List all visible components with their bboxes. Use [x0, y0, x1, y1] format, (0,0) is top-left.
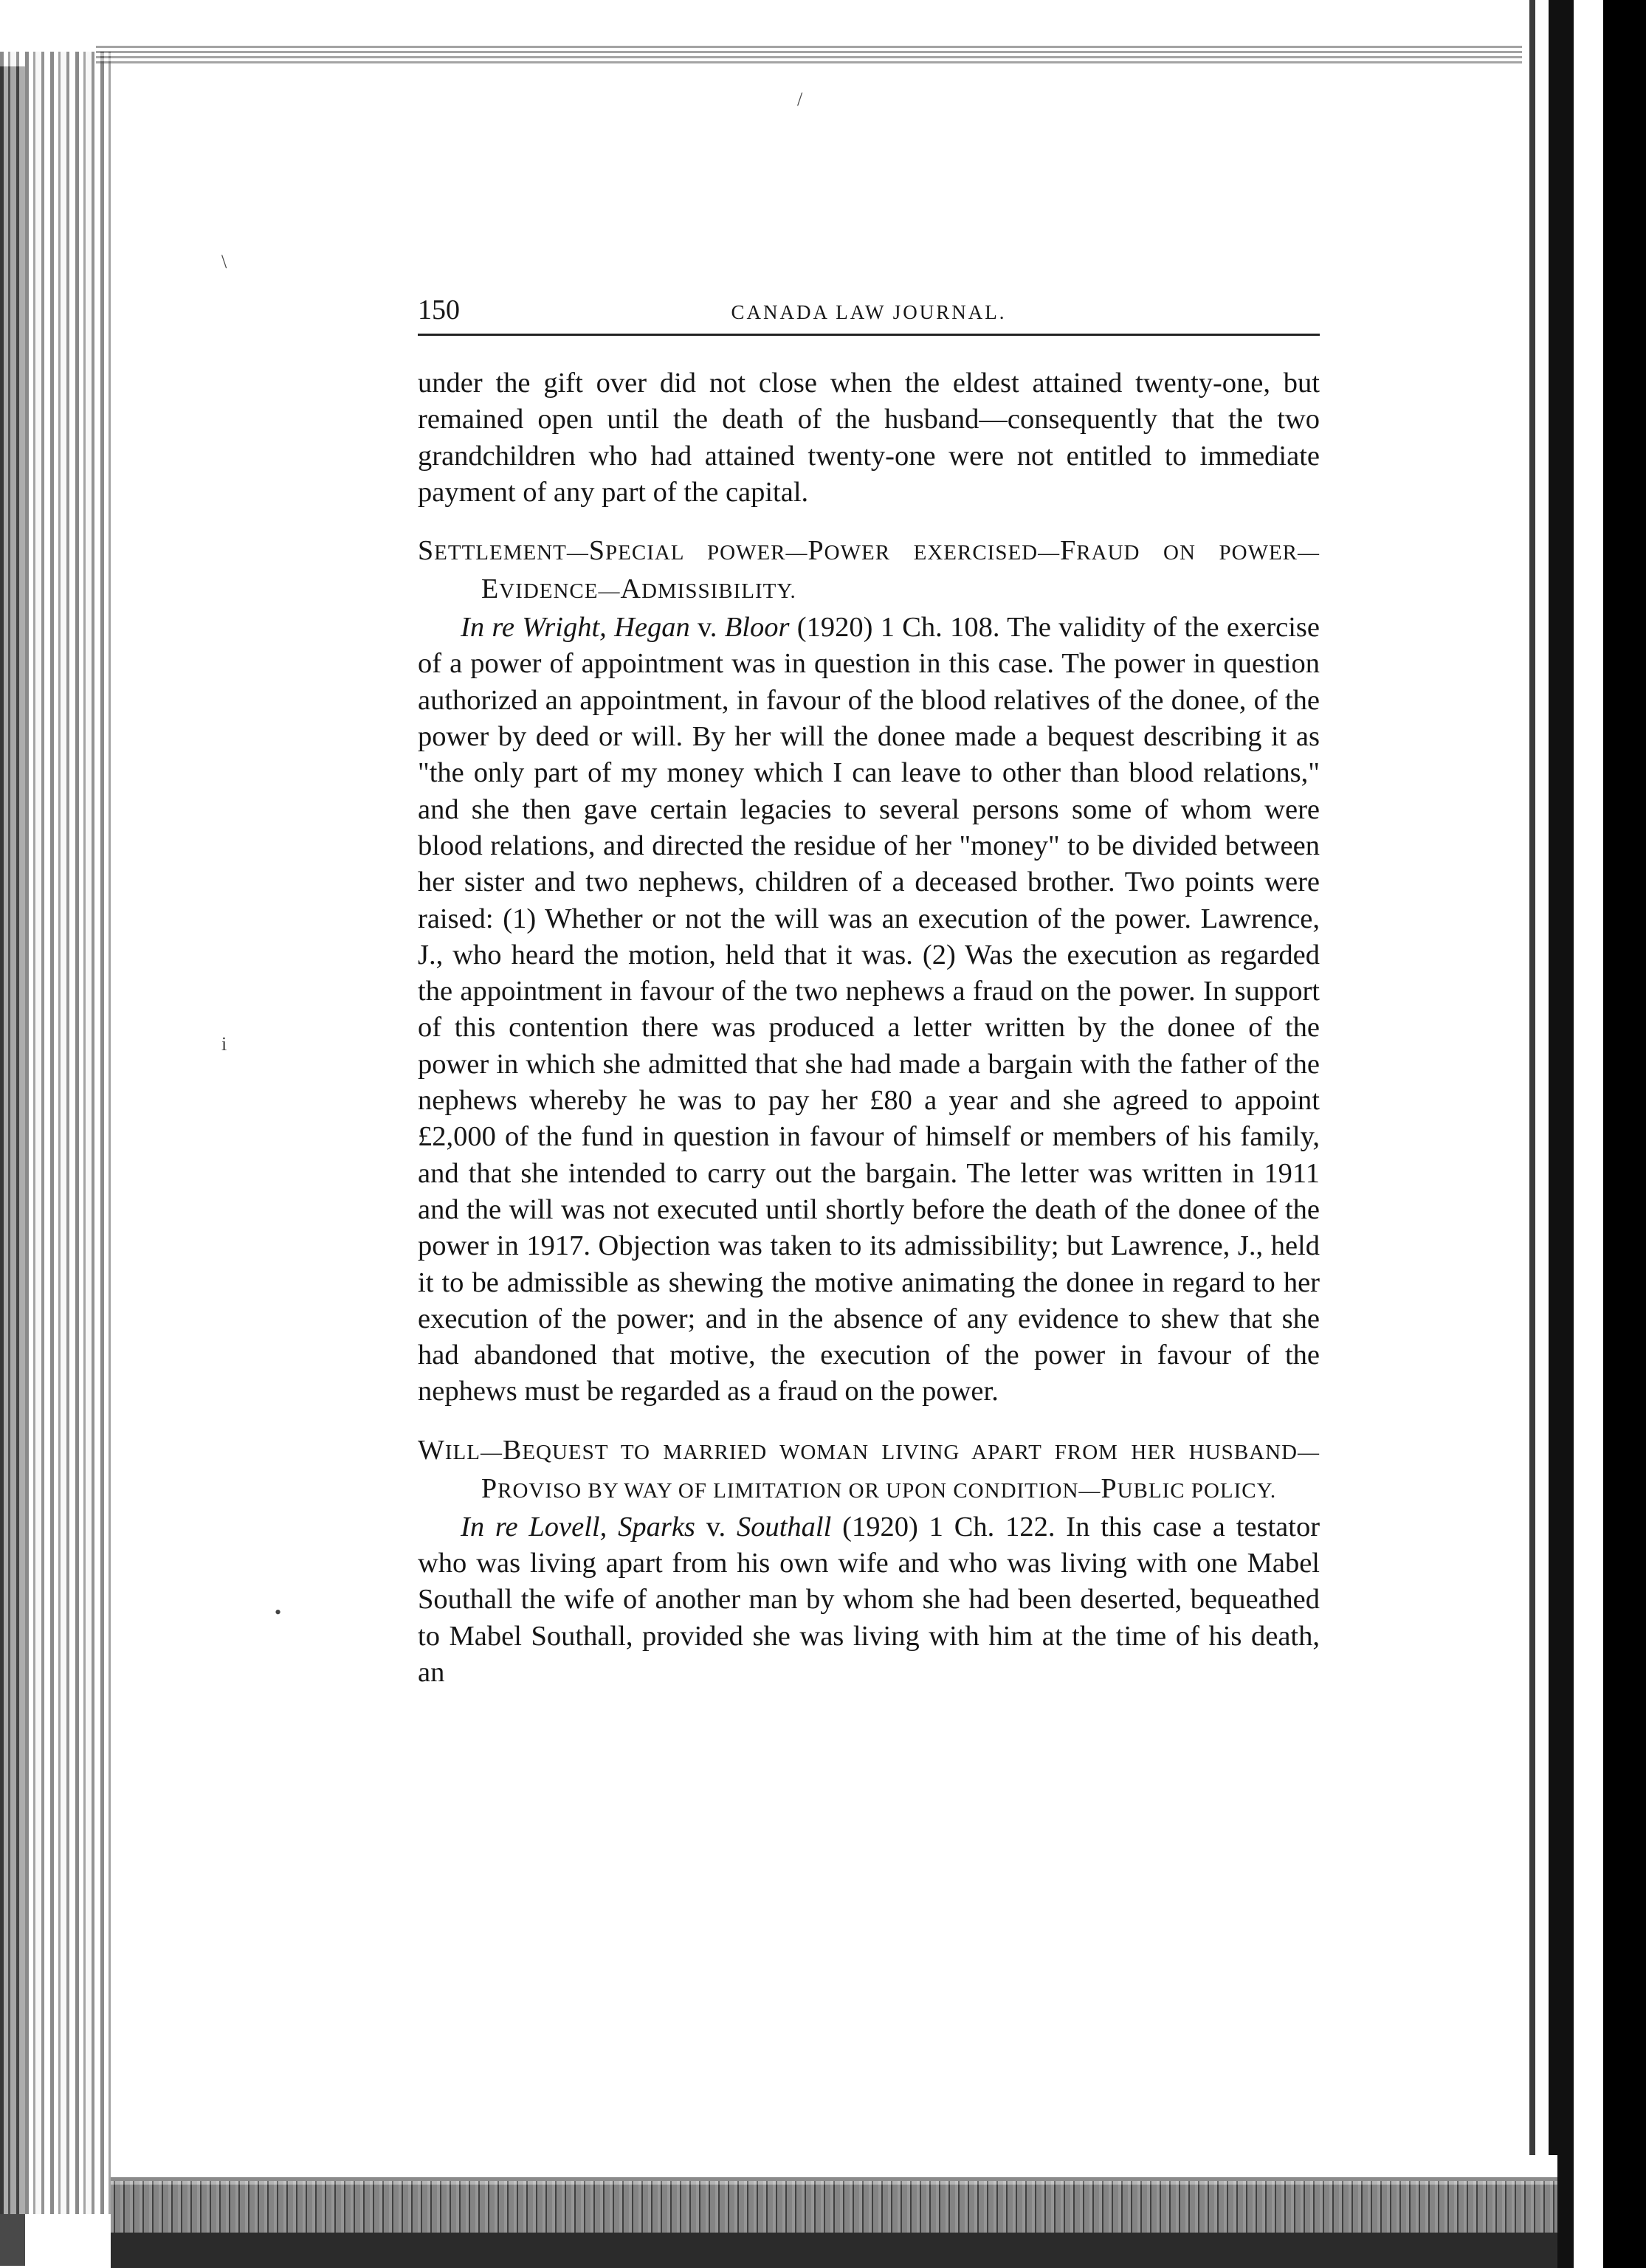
heading-initial: S [588, 535, 606, 567]
section-heading-will [418, 1433, 1320, 1509]
heading-word: PECIAL POWER— [605, 541, 808, 565]
heading-initial: A [620, 573, 641, 605]
heading-word: DMISSIBILITY. [641, 579, 796, 604]
running-head [418, 288, 1320, 336]
case-body: (1920) 1 Ch. 108. The validity of the exercise of a power of appointment was in question in this case. The power in question authorized an appointment, in favour of the blood relatives of the donee, of the power by deed or will. By her will the donee made a bequest describing it as "the only part of my money which I can leave to other than blood relations," and she then gave certain legacies to several persons some of whom were blood relations, and directed the residue of her "money" to be divided between her sister and two nephews, children of a deceased brother. Two points were raised: (1) Whether or not the will was an execution of the power. Lawrence, J., who heard the motion, held that it was. (2) Was the execution as regarded the appointment in favour of the two nephews a fraud on the power. In support of this contention there was produced a letter written by the donee of the power in which she admitted that she had made a bargain with the father of the nephews whereby he was to pay her £80 a year and she agreed to appoint £2,000 of the fund in question in favour of himself or members of his family, and that she intended to carry out the bargain. The letter was written in 1911 and the will was not executed until shortly before the death of the donee of the power in 1917. Objection was taken to its admissibility; but Lawrence, J., held it to be admissible as shewing the motive animating the donee in regard to her execution of the power; and in the absence of any evidence to shew that she had abandoned that motive, the execution of the power in favour of the nephews must be regarded as a fraud on the power. [418, 612, 1320, 1407]
heading-initial: S [418, 535, 435, 567]
paragraph-lovell-case [418, 1509, 1320, 1691]
page-content [418, 288, 1320, 1691]
scan-speck: i [221, 1033, 227, 1055]
journal-title: CANADA LAW JOURNAL. [731, 301, 1007, 323]
heading-word: UBLIC POLICY. [1117, 1478, 1277, 1503]
heading-initial: F [1060, 535, 1077, 567]
heading-initial: E [481, 573, 500, 605]
scan-left-edge [0, 52, 111, 2214]
heading-initial: P [1101, 1472, 1118, 1504]
scan-speck: / [797, 89, 803, 110]
case-party: Bloor [724, 612, 790, 644]
case-name: In re Lovell, Sparks [461, 1511, 695, 1543]
scan-top-edge [96, 44, 1535, 63]
case-v: v. [695, 1511, 737, 1543]
scan-right-edge [1522, 0, 1646, 2268]
paragraph-continuation: under the gift over did not close when the eldest attained twenty-one, but remained open until the death of the husband—consequently that the two grandchildren who had attained twenty-one were not entitled to immediate payment of any part of the capital. [418, 368, 1320, 508]
case-name: In re Wright, Hegan [461, 612, 690, 644]
paragraph-wright-case [418, 610, 1320, 1410]
heading-word: ROVISO BY WAY OF LIMITATION OR UPON CONDITION— [497, 1478, 1101, 1503]
heading-word: OWER EXERCISED— [824, 541, 1061, 565]
heading-word: ETTLEMENT— [434, 541, 589, 565]
scan-speck: \ [221, 251, 227, 272]
heading-word: ILL— [444, 1440, 503, 1464]
heading-word: VIDENCE— [499, 579, 621, 604]
case-party: Southall [736, 1511, 832, 1543]
heading-initial: W [418, 1434, 445, 1466]
heading-initial: P [807, 535, 824, 567]
scan-bottom-noise [111, 2181, 1557, 2233]
case-v: v. [689, 612, 725, 644]
page-number: 150 [418, 294, 460, 325]
heading-word: RAUD ON POWER— [1076, 541, 1320, 565]
heading-initial: B [502, 1434, 523, 1466]
heading-word: EQUEST TO MARRIED WOMAN LIVING APART FROM HER HUSBAND— [522, 1440, 1320, 1464]
heading-initial: P [481, 1472, 498, 1504]
section-heading-settlement [418, 533, 1320, 610]
scan-speck: • [275, 1602, 282, 1623]
case-body: (1920) 1 Ch. 122. In this case a testator who was living apart from his own wife and who was living with one Mabel Southall the wife of another man by whom she had been deserted, bequeathed to Mabel Southall, provided she was living with him at the time of his death, an [418, 1511, 1320, 1688]
